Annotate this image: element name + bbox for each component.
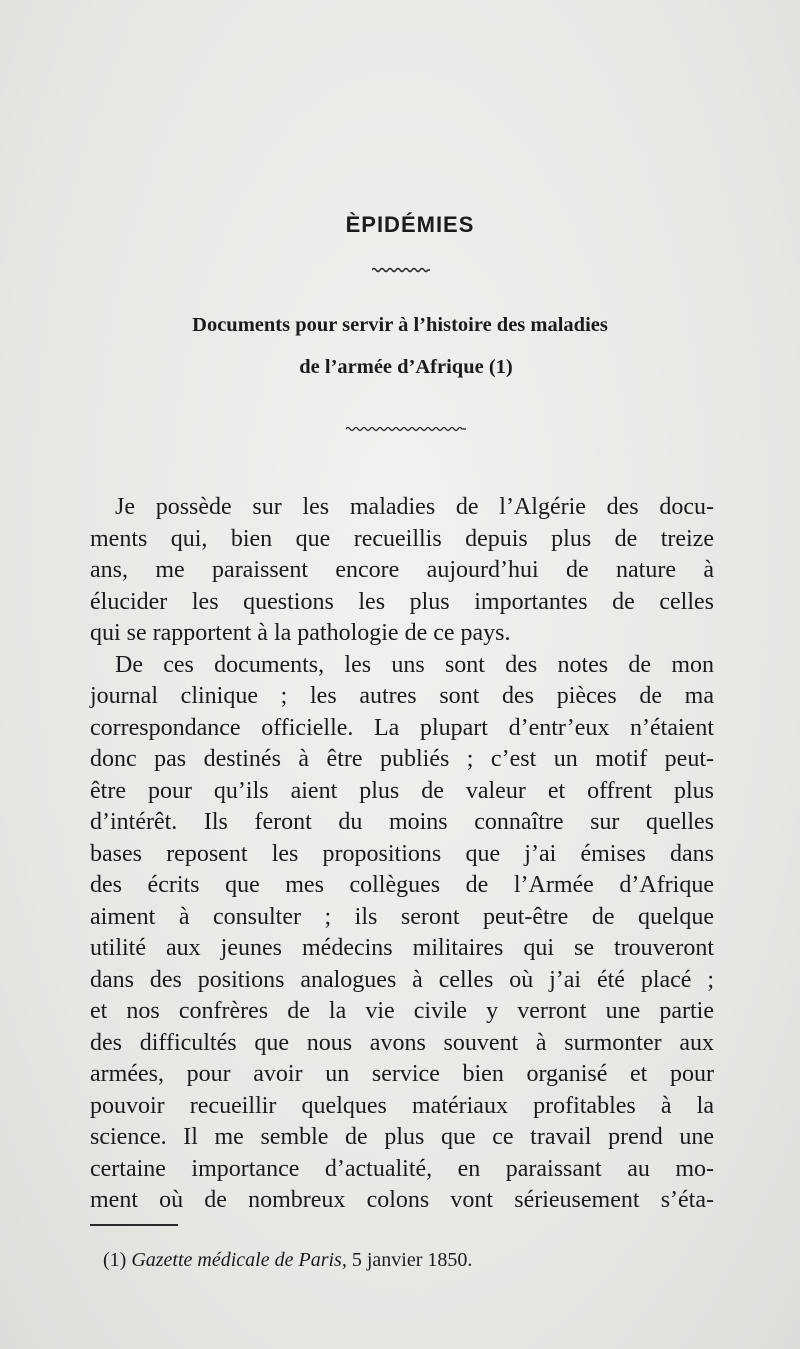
subtitle-line-1: Documents pour servir à l’histoire des maladies: [192, 314, 608, 336]
text-line: armées, pour avoir un service bien organisé et pour: [90, 1061, 714, 1087]
subtitle-ornament: [346, 425, 466, 433]
text-line: Je possède sur les maladies de l’Algérie des docu-: [115, 494, 714, 520]
page-title: ÈPIDÉMIES: [345, 212, 475, 237]
text-line: utilité aux jeunes médecins militaires qui se trouveront: [90, 935, 714, 961]
footnote: [103, 1249, 472, 1272]
text-line: et nos confrères de la vie civile y verront une partie: [90, 998, 714, 1024]
text-line: bases reposent les propositions que j’ai émises dans: [90, 840, 714, 867]
text-line: donc pas destinés à être publiés ; c’est un motif peut-: [90, 746, 714, 772]
text-line: ans, me paraissent encore aujourd’hui de nature à: [90, 557, 714, 583]
text-line: correspondance officielle. La plupart d’entr’eux n’étaient: [90, 714, 714, 741]
footnote-rule: [90, 1224, 178, 1226]
text-line: élucider les questions les plus importantes de celles: [90, 588, 714, 615]
text-line: d’intérêt. Ils feront du moins connaître sur quelles: [90, 809, 714, 835]
text-line: ments qui, bien que recueillis depuis plus de treize: [90, 525, 714, 552]
subtitle-line-2: de l’armée d’Afrique (1): [299, 356, 513, 378]
text-line: qui se rapportent à la pathologie de ce pays.: [90, 620, 511, 646]
footnote-source: Gazette médicale de Paris,: [131, 1249, 347, 1271]
text-line: science. Il me semble de plus que ce travail prend une: [90, 1124, 714, 1150]
body-text: [90, 492, 714, 1217]
text-line: aiment à consulter ; ils seront peut-être de quelque: [90, 903, 714, 930]
text-line: De ces documents, les uns sont des notes de mon: [115, 651, 714, 678]
text-line: certaine importance d’actualité, en paraissant au mo-: [90, 1155, 714, 1182]
footnote-date: 5 janvier 1850.: [351, 1249, 473, 1271]
footnote-marker: (1): [103, 1249, 127, 1271]
text-line: journal clinique ; les autres sont des pièces de ma: [90, 683, 714, 709]
text-line: dans des positions analogues à celles où j’ai été placé ;: [90, 966, 714, 993]
text-line: des difficultés que nous avons souvent à surmonter aux: [90, 1029, 714, 1056]
text-line: être pour qu’ils aient plus de valeur et offrent plus: [90, 777, 714, 804]
text-line: ment où de nombreux colons vont sérieusement s’éta-: [90, 1187, 714, 1213]
text-line: pouvoir recueillir quelques matériaux profitables à la: [90, 1092, 714, 1119]
title-ornament: [372, 266, 430, 274]
text-line: des écrits que mes collègues de l’Armée d’Afrique: [90, 872, 714, 898]
